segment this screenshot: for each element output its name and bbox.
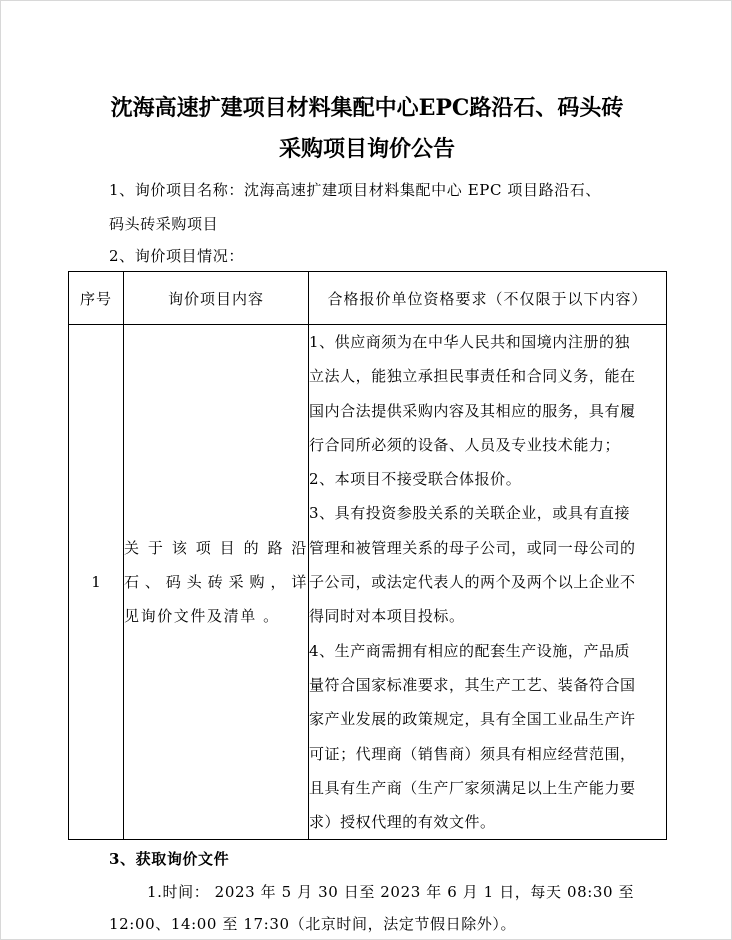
row-requirements [309,325,667,840]
time-line-2: 12:00、14:00 至 17:30（北京时间，法定节假日除外）。 [109,915,517,933]
project-name-line-1: 1、询价项目名称：沈海高速扩建项目材料集配中心 EPC 项目路沿石、 [109,181,602,199]
requirement-line: 且具有生产商（生产厂家须满足以上生产能力要 [309,778,636,797]
requirement-line: 立法人，能独立承担民事责任和合同义务，能在 [309,367,636,386]
section-2-heading: 2、询价项目情况： [109,247,244,265]
table-row [69,325,667,840]
inquiry-table [68,271,667,840]
document-title-line-1: 沈海高速扩建项目材料集配中心EPC路沿石、码头砖 [110,95,624,121]
requirement-line: 得同时对本项目投标。 [309,607,465,626]
project-name-line-2: 码头砖采购项目 [109,215,219,233]
requirement-line: 国内合法提供采购内容及其相应的服务，具有履 [309,401,636,420]
requirement-line: 家产业发展的政策规定，具有全国工业品生产许 [309,710,636,729]
requirement-line: 量符合国家标准要求，其生产工艺、装备符合国 [309,675,636,694]
header-index: 序号 [69,272,124,325]
content-line: 见询价文件及清单 。 [124,607,280,626]
content-line: 石、码头砖采购，详 [124,573,308,592]
requirement-line: 4、生产商需拥有相应的配套生产设施，产品质 [309,641,631,660]
requirement-line: 行合同所必须的设备、人员及专业技术能力； [309,435,621,454]
content-line: 关于该项目的路沿 [124,538,308,557]
header-content: 询价项目内容 [124,272,309,325]
requirement-line: 1、供应商须为在中华人民共和国境内注册的独 [309,333,631,351]
requirement-line: 求）授权代理的有效文件。 [309,813,496,832]
document-title-line-2: 采购项目询价公告 [278,136,455,162]
section-3-heading: 3、获取询价文件 [109,850,230,868]
time-line-1: 1.时间： 2023 年 5 月 30 日至 2023 年 6 月 1 日，每天 08:30 至 [147,883,635,901]
requirement-line: 子公司，或法定代表人的两个及两个以上企业不 [309,573,636,592]
requirement-line: 2、本项目不接受联合体报价。 [309,470,522,489]
requirement-line: 管理和被管理关系的母子公司，或同一母公司的 [309,538,636,557]
requirement-line: 3、具有投资参股关系的关联企业，或具有直接 [309,504,631,523]
table-header-row [69,272,667,325]
row-index: 1 [69,325,124,840]
row-content [124,325,309,840]
header-requirements: 合格报价单位资格要求（不仅限于以下内容） [309,272,667,325]
requirement-line: 可证；代理商（销售商）须具有相应经营范围， [309,744,636,763]
